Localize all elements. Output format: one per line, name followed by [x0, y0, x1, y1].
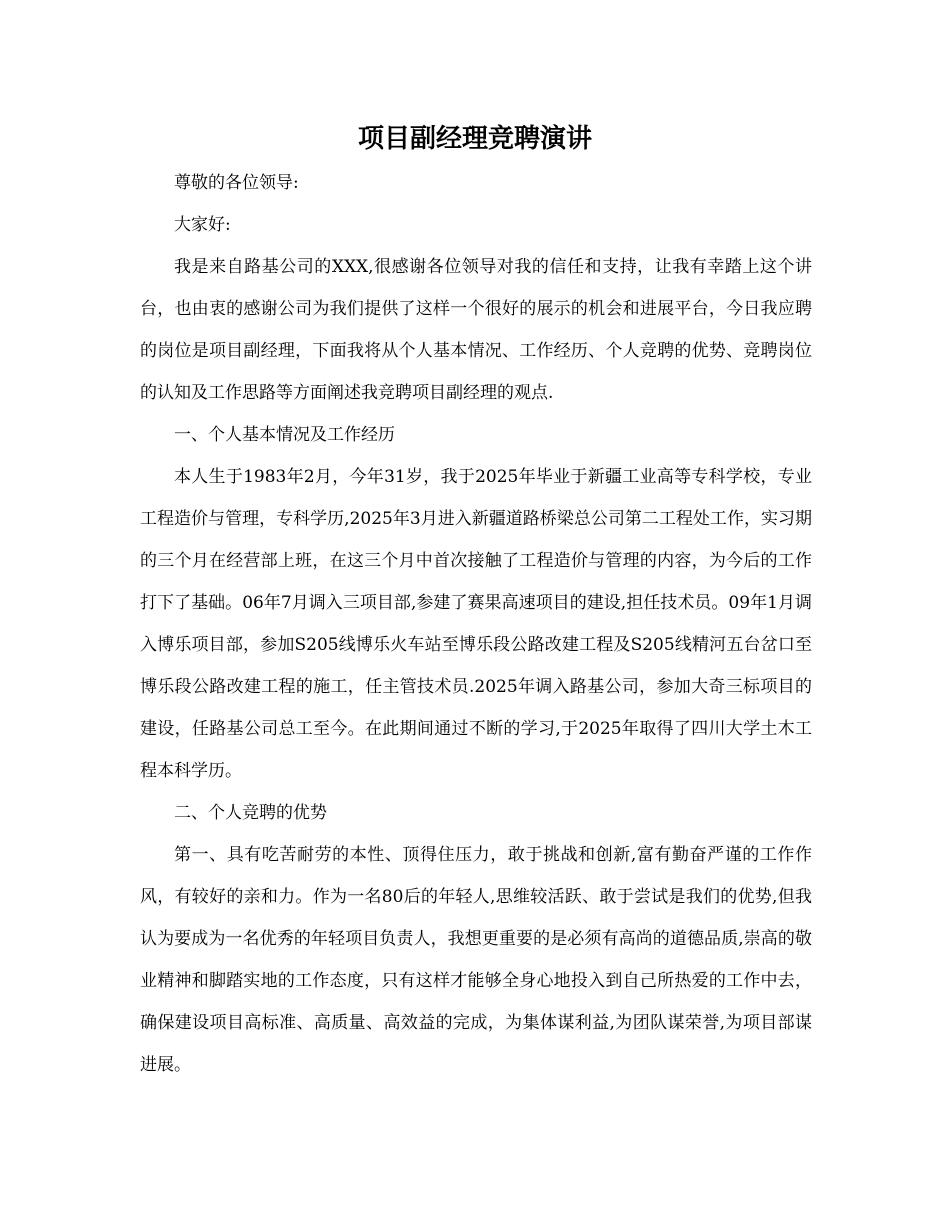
document-title: 项目副经理竞聘演讲	[357, 124, 592, 154]
section-heading-advantages: 二、个人竞聘的优势	[174, 803, 327, 823]
intro-paragraph: 我是来自路基公司的XXX,很感谢各位领导对我的信任和支持，让我有幸踏上这个讲台，也由衷的感谢公司为我们提供了这样一个很好的展示的机会和进展平台，今日我应聘的岗位是项目副经理，下面我将从个人基本情况、工作经历、个人竞聘的优势、竞聘岗位的认知及工作思路等方面阐述我竞聘项目副经理的观点.	[140, 257, 812, 403]
document-body	[140, 162, 812, 1086]
section-heading-background: 一、个人基本情况及工作经历	[174, 425, 395, 445]
salutation-everyone: 大家好:	[174, 215, 231, 235]
background-paragraph: 本人生于1983年2月，今年31岁，我于2025年毕业于新疆工业高等专科学校，专业工程造价与管理，专科学历,2025年3月进入新疆道路桥梁总公司第二工程处工作，实习期的三个月在经营部上班，在这三个月中首次接触了工程造价与管理的内容，为今后的工作打下了基础。06年7月调入三项目部,参建了赛果高速项目的建设,担任技术员。09年1月调入博乐项目部，参加S205线博乐火车站至博乐段公路改建工程及S205线精河五台岔口至博乐段公路改建工程的施工，任主管技术员.2025年调入路基公司，参加大奇三标项目的建设，任路基公司总工至今。在此期间通过不断的学习,于2025年取得了四川大学土木工程本科学历。	[140, 467, 812, 781]
salutation-leaders: 尊敬的各位领导:	[174, 173, 299, 193]
advantages-paragraph: 第一、具有吃苦耐劳的本性、顶得住压力，敢于挑战和创新,富有勤奋严谨的工作作风，有较好的亲和力。作为一名80后的年轻人,思维较活跃、敢于尝试是我们的优势,但我认为要成为一名优秀的年轻项目负责人，我想更重要的是必须有高尚的道德品质,崇高的敬业精神和脚踏实地的工作态度，只有这样才能够全身心地投入到自己所热爱的工作中去，确保建设项目高标准、高质量、高效益的完成，为集体谋利益,为团队谋荣誉,为项目部谋进展。	[140, 845, 812, 1075]
